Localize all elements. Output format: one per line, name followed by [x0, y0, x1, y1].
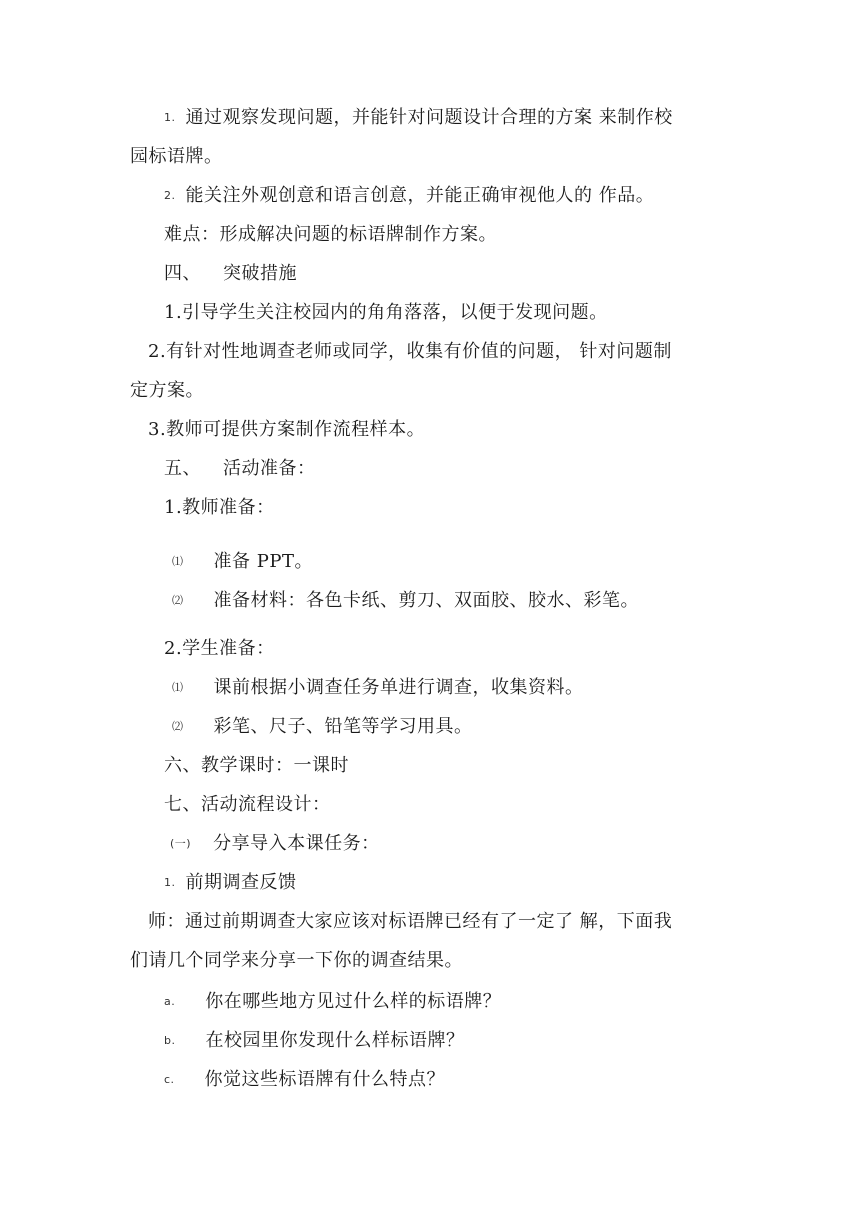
paragraph-text: 们请几个同学来分享一下你的调查结果。 [130, 950, 463, 971]
subsection-title: 分享导入本课任务： [213, 833, 380, 854]
section-title: 七、活动流程设计： [164, 794, 331, 815]
measure-3 [148, 418, 425, 442]
section-number: 五、 [164, 458, 201, 479]
list-marker: c. [164, 1073, 175, 1086]
list-marker: ⑵ [172, 720, 184, 733]
paragraph-text: 3.教师可提供方案制作流程样本。 [148, 419, 426, 440]
paragraph-text: 1.教师准备： [164, 497, 275, 518]
student-prep-item-2 [172, 715, 473, 739]
paragraph-text: 前期调查反馈 [185, 872, 297, 893]
objective-1 [164, 106, 673, 130]
paragraph-text: 课前根据小调查任务单进行调查，收集资料。 [213, 677, 584, 698]
objective-2 [164, 184, 654, 208]
list-marker: ⑵ [172, 594, 184, 607]
paragraph-text: 你在哪些地方见过什么样的标语牌？ [205, 991, 502, 1012]
paragraph-text: 定方案。 [130, 380, 204, 401]
teacher-dialogue-continued [130, 949, 463, 973]
question-c [164, 1068, 445, 1092]
paragraph-text: 1.引导学生关注校园内的角角落落，以便于发现问题。 [164, 302, 608, 323]
section-heading-5 [164, 457, 316, 481]
paragraph-text: 你觉这些标语牌有什么特点？ [204, 1069, 446, 1090]
measure-1 [164, 301, 608, 325]
teacher-dialogue [148, 910, 672, 934]
list-marker: a. [164, 995, 176, 1008]
difficulty-point [164, 223, 497, 247]
teacher-prep [164, 496, 275, 520]
teacher-prep-item-1 [172, 550, 313, 574]
section-heading-4 [164, 262, 297, 286]
paragraph-text: 2.学生准备： [164, 638, 275, 659]
paragraph-text: 师：通过前期调查大家应该对标语牌已经有了一定了 解，下面我 [148, 911, 673, 932]
list-marker: ⑴ [172, 555, 184, 568]
paragraph-text: 园标语牌。 [130, 146, 223, 167]
section-title: 活动准备： [223, 458, 316, 479]
question-b [164, 1029, 464, 1053]
paragraph-text: 准备材料：各色卡纸、剪刀、双面胶、胶水、彩笔。 [213, 590, 639, 611]
student-prep [164, 637, 275, 661]
list-marker: 2. [164, 189, 176, 202]
measure-2 [148, 340, 672, 364]
subsection-heading-1 [170, 832, 380, 856]
paragraph-text: 2.有针对性地调查老师或同学，收集有价值的问题， 针对问题制 [148, 341, 672, 362]
paragraph-text: 彩笔、尺子、铅笔等学习用具。 [213, 716, 473, 737]
section-heading-7 [164, 793, 331, 817]
teacher-prep-item-2 [172, 589, 639, 613]
step-1 [164, 871, 297, 895]
paragraph-text: 通过观察发现问题，并能针对问题设计合理的方案 来制作校 [185, 107, 673, 128]
student-prep-item-1 [172, 676, 584, 700]
list-marker: b. [164, 1034, 176, 1047]
paragraph-text: 能关注外观创意和语言创意，并能正确审视他人的 作品。 [185, 185, 655, 206]
section-heading-6 [164, 754, 349, 778]
section-title: 突破措施 [223, 263, 297, 284]
measure-2-continued [130, 379, 204, 403]
list-marker: 1. [164, 111, 176, 124]
list-marker: ⑴ [172, 681, 184, 694]
section-title: 六、教学课时：一课时 [164, 755, 349, 776]
section-number: 四、 [164, 263, 201, 284]
question-a [164, 990, 501, 1014]
paragraph-text: 难点：形成解决问题的标语牌制作方案。 [164, 224, 497, 245]
paragraph-text: 准备 PPT。 [213, 551, 313, 572]
paragraph-text: 在校园里你发现什么样标语牌？ [205, 1030, 465, 1051]
list-marker: 1. [164, 876, 176, 889]
list-marker: (一) [170, 837, 192, 850]
objective-1-continued [130, 145, 223, 169]
